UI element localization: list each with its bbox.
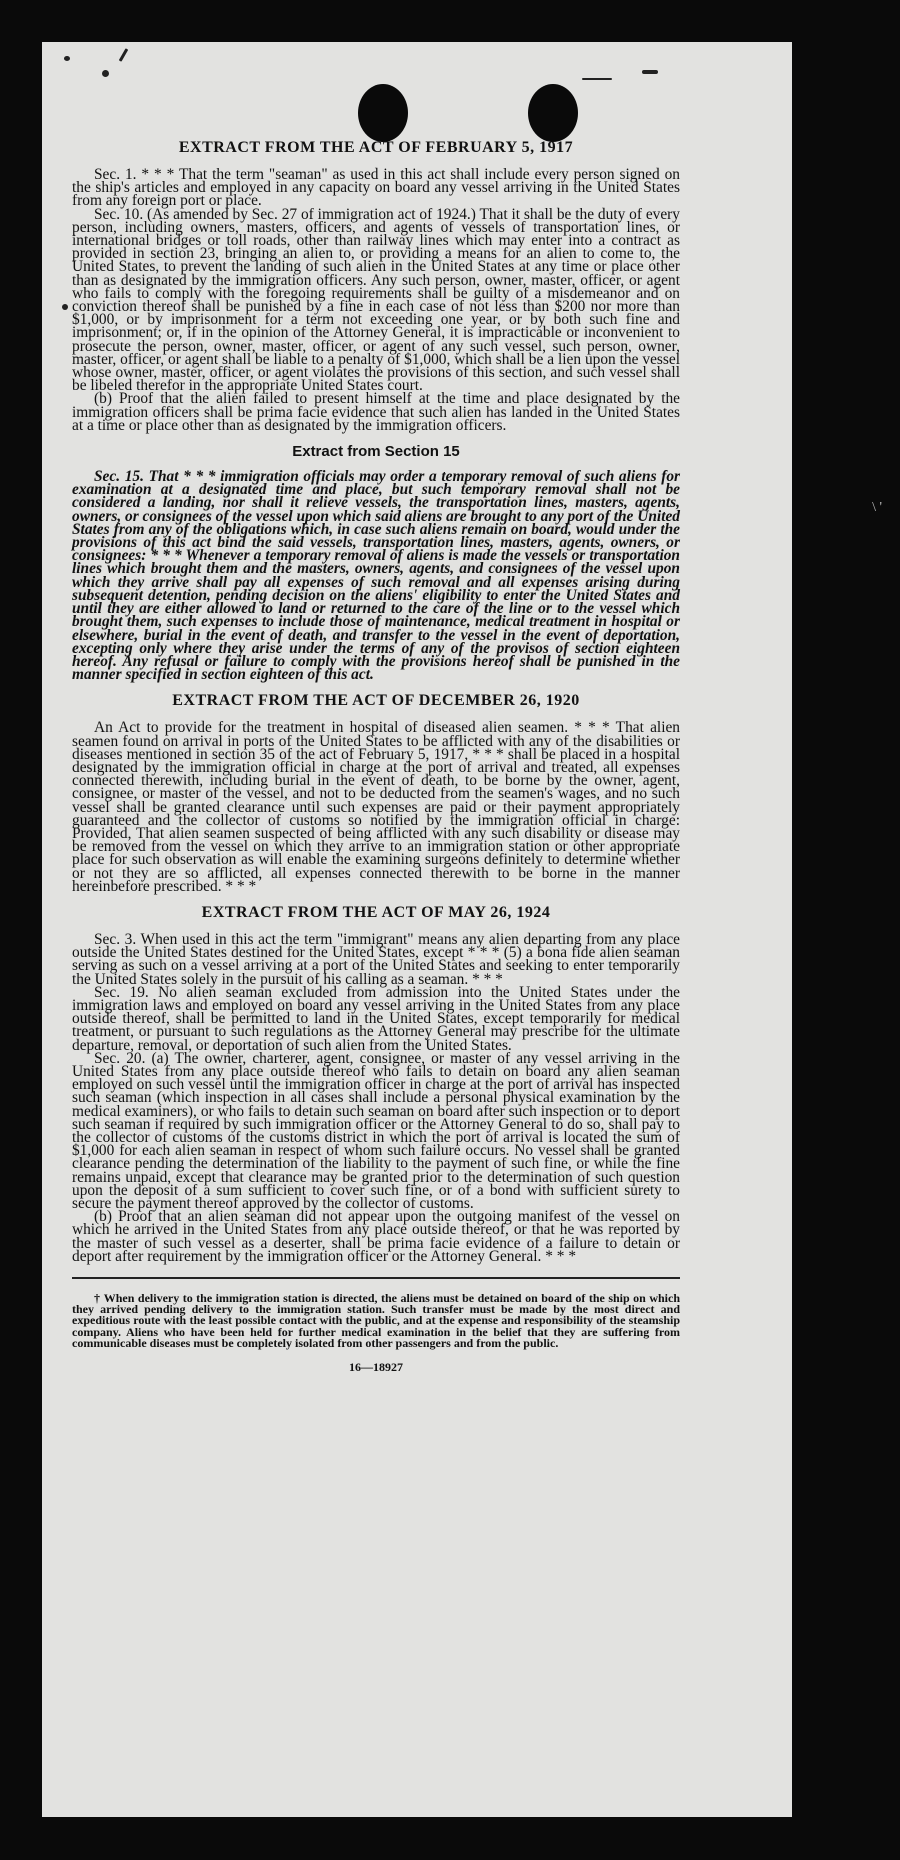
footnote: † When delivery to the immigration station is directed, the aliens must be detained on board of the ship on which they arrived pending delivery to the immigration station. Such transfer must be made by the most direct and expeditious route with the least possible contact with the public, and at the expense and responsibility of the steamship company. Aliens who have been held for further medical examination in the belief that they are suffering from communicable diseases must be completely isolated from other passengers and from the public. (72, 1291, 680, 1350)
margin-mark: \ ' (872, 500, 882, 515)
speck (62, 304, 68, 310)
speck (64, 56, 70, 61)
paragraph: (b) Proof that the alien failed to present himself at the time and place designated by the immigration officers shall be prima facie evidence that such alien has landed in the United States at a time or place other than as designated by the immigration officers. (72, 390, 680, 434)
paragraph: Sec. 20. (a) The owner, charterer, agent, consignee, or master of any vessel arriving in the United States from any place outside thereof who fails to detain on board any alien seaman employed on such vessel until the immigration officer in charge at the port of arrival has inspected such seaman (which inspection in all cases shall include a personal physical examination by the medical examiners), or who fails to detain such seaman on board after such inspection or to deport such seaman if required by such immigration officer or the Attorney General to do so, shall pay to the collector of customs of the customs district in which the port of arrival is located the sum of $1,000 for each alien seaman in respect of whom such failure occurs. No vessel shall be granted clearance pending the determination of the liability to the payment of such fine, or while the fine remains unpaid, except that clearance may be granted prior to the determination of such question upon the deposit of a sum sufficient to cover such fine, or of a bond with sufficient surety to secure the payment thereof approved by the collector of customs. (72, 1049, 680, 1213)
punch-hole (358, 84, 408, 142)
section-heading: EXTRACT FROM THE ACT OF MAY 26, 1924 (201, 903, 551, 921)
document-number: 16—18927 (349, 1360, 403, 1375)
speck (119, 48, 129, 62)
paragraph: (b) Proof that an alien seaman did not appear upon the outgoing manifest of the vessel on which he arrived in the United States from any place outside thereof, or that he was reported by the master of such vessel as a deserter, shall be prima facie evidence of a failure to detain or deport after requirement by the immigration officer or the Attorney General. * * * (72, 1208, 680, 1265)
paragraph: Sec. 3. When used in this act the term "immigrant" means any alien departing from any place outside the United States destined for the United States, except * * * (5) a bona fide alien seaman serving as such on a vessel arriving at a port of the United States and seeking to enter temporarily the United States solely in the pursuit of his calling as a seaman. * * * (72, 930, 680, 988)
document-body (72, 140, 680, 1374)
speck (582, 78, 612, 80)
paragraph: Sec. 10. (As amended by Sec. 27 of immigration act of 1924.) That it shall be the duty of every person, including owners, masters, officers, and agents of vessels of transportation lines, or international bridges or toll roads, other than railway lines which may enter into a contract as provided in section 23, bringing an alien to, or providing a means for an alien to come to, the United States, to prevent the landing of such alien in the United States at any time or place other than as designated by the immigration officers. Any such person, owner, master, officer, or agent who fails to comply with the foregoing requirements shall be guilty of a misdemeanor and on conviction thereof shall be punished by a fine in each case of not less than $200 nor more than $1,000, or by imprisonment for a term not exceeding one year, or by both such fine and imprisonment; or, if in the opinion of the Attorney General, it is impracticable or inconvenient to prosecute the person, owner, master, officer, or agent of any such vessel, such person, owner, master, officer, or agent shall be liable to a penalty of $1,000, which shall be a lien upon the vessel whose owner, master, officer, or agent violates the provisions of this section, and such vessel shall be libeled therefor in the appropriate United States court. (72, 205, 680, 395)
speck (102, 70, 109, 77)
section-heading: EXTRACT FROM THE ACT OF DECEMBER 26, 1920 (172, 692, 580, 710)
paragraph: An Act to provide for the treatment in hospital of diseased alien seamen. * * * That alien seamen found on arrival in ports of the United States to be afflicted with any of the disabilities or diseases mentioned in section 35 of the act of February 5, 1917, * * * shall be placed in a hospital designated by the immigration official in charge at the port of arrival and treated, all expenses connected therewith, including burial in the event of death, to be borne by the owner, agent, consignee, or master of the vessel, and not to be deducted from the seamen's wages, and no such vessel shall be granted clearance until such expenses are paid or their payment appropriately guaranteed and the collector of customs so notified by the immigration official in charge: Provided, That alien seamen suspected of being afflicted with any such disability or disease may be removed from the vessel on which they arrive to an immigration station or other appropriate place for such observation as will enable the examining surgeons definitely to determine whether or not they are so afflicted, all expenses connected therewith to be borne in the manner hereinbefore prescribed. * * * (72, 719, 680, 895)
paragraph: Sec. 19. No alien seaman excluded from admission into the United States under the immigration laws and employed on board any vessel arriving in the United States from any place outside thereof, shall be permitted to land in the United States, except temporarily for medical treatment, or pursuant to such regulations as the Attorney General may prescribe for the ultimate departure, removal, or deportation of such alien from the United States. (72, 983, 680, 1054)
section-heading: EXTRACT FROM THE ACT OF FEBRUARY 5, 1917 (178, 139, 574, 156)
footnote-divider (72, 1277, 680, 1279)
punch-hole (528, 84, 578, 142)
section-heading: Extract from Section 15 (292, 443, 460, 461)
speck (642, 70, 658, 74)
paragraph: Sec. 1. * * * That the term "seaman" as used in this act shall include every person signed on the ship's articles and employed in any capacity on board any vessel arriving in the United States from any foreign port or place. (72, 166, 680, 210)
paragraph: Sec. 15. That * * * immigration officials may order a temporary removal of such aliens for examination at a designated time and place, but such temporary removal shall not be considered a landing, nor shall it relieve vessels, the transportation lines, masters, agents, owners, or consignees of the vessel upon which said aliens are brought to any port of the United States from any of the obligations which, in case such aliens remain on board, would under the provisions of this act bind the said vessels, transportation lines, masters, agents, owners, or consignees: * * * Whenever a temporary removal of aliens is made the vessels or transportation lines which brought them and the masters, owners, agents, and consignees of the vessel upon which they arrive shall pay all expenses of such removal and all expenses arising during subsequent detention, pending decision on the aliens' eligibility to enter the United States and until they are either allowed to land or returned to the care of the line or to the vessel which brought them, such expenses to include those of maintenance, medical treatment in hospital or elsewhere, burial in the event of death, and transfer to the vessel in the event of deportation, excepting only where they arise under the terms of any of the provisos of section eighteen hereof. Any refusal or failure to comply with the provisions hereof shall be punished in the manner specified in section eighteen of this act. (72, 468, 680, 684)
